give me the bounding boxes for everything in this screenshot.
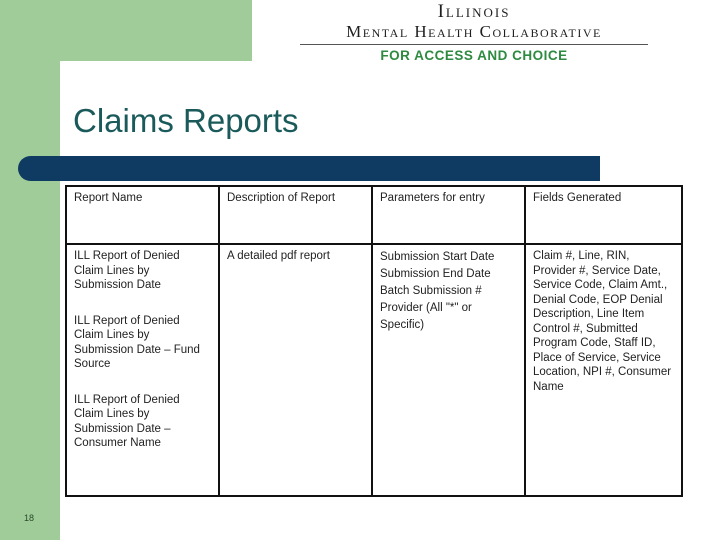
- cell-fields-generated: Claim #, Line, RIN, Provider #, Service Date, Service Code, Claim Amt., Denial Code, EOP Denial Description, Line Item Control #, Submitted Program Code, Staff ID, Place of Service, Service Location, NPI #, Consumer Name: [525, 244, 682, 496]
- parameter-item: Submission End Date: [380, 268, 491, 280]
- cell-report-names: [66, 244, 219, 496]
- left-green-band: [0, 0, 60, 540]
- cell-parameters: [372, 244, 525, 496]
- slide-title: Claims Reports: [73, 102, 299, 139]
- logo: [298, 2, 650, 65]
- header-description: Description of Report: [219, 186, 372, 244]
- header-parameters: Parameters for entry: [372, 186, 525, 244]
- title-underline-bar: [18, 156, 600, 181]
- report-name-item: ILL Report of Denied Claim Lines by Submission Date: [74, 250, 180, 291]
- table-row: [66, 244, 682, 496]
- parameter-item: Submission Start Date: [380, 251, 495, 263]
- cell-description: A detailed pdf report: [219, 244, 372, 496]
- table-header-row: [66, 186, 682, 244]
- parameter-item: Provider (All "*" or Specific): [380, 302, 472, 331]
- report-name-item: ILL Report of Denied Claim Lines by Submission Date – Fund Source: [74, 314, 200, 370]
- claims-reports-table: [65, 185, 683, 497]
- logo-line-2: Mental Health Collaborative: [346, 22, 602, 41]
- logo-divider: [300, 44, 648, 45]
- logo-tagline: FOR ACCESS AND CHOICE: [380, 48, 568, 63]
- logo-line-1: Illinois: [437, 1, 511, 22]
- parameter-item: Batch Submission #: [380, 285, 482, 297]
- report-name-item: ILL Report of Denied Claim Lines by Submission Date – Consumer Name: [74, 393, 180, 449]
- header-fields: Fields Generated: [525, 186, 682, 244]
- page-number: 18: [24, 513, 35, 523]
- header-report-name: Report Name: [66, 186, 219, 244]
